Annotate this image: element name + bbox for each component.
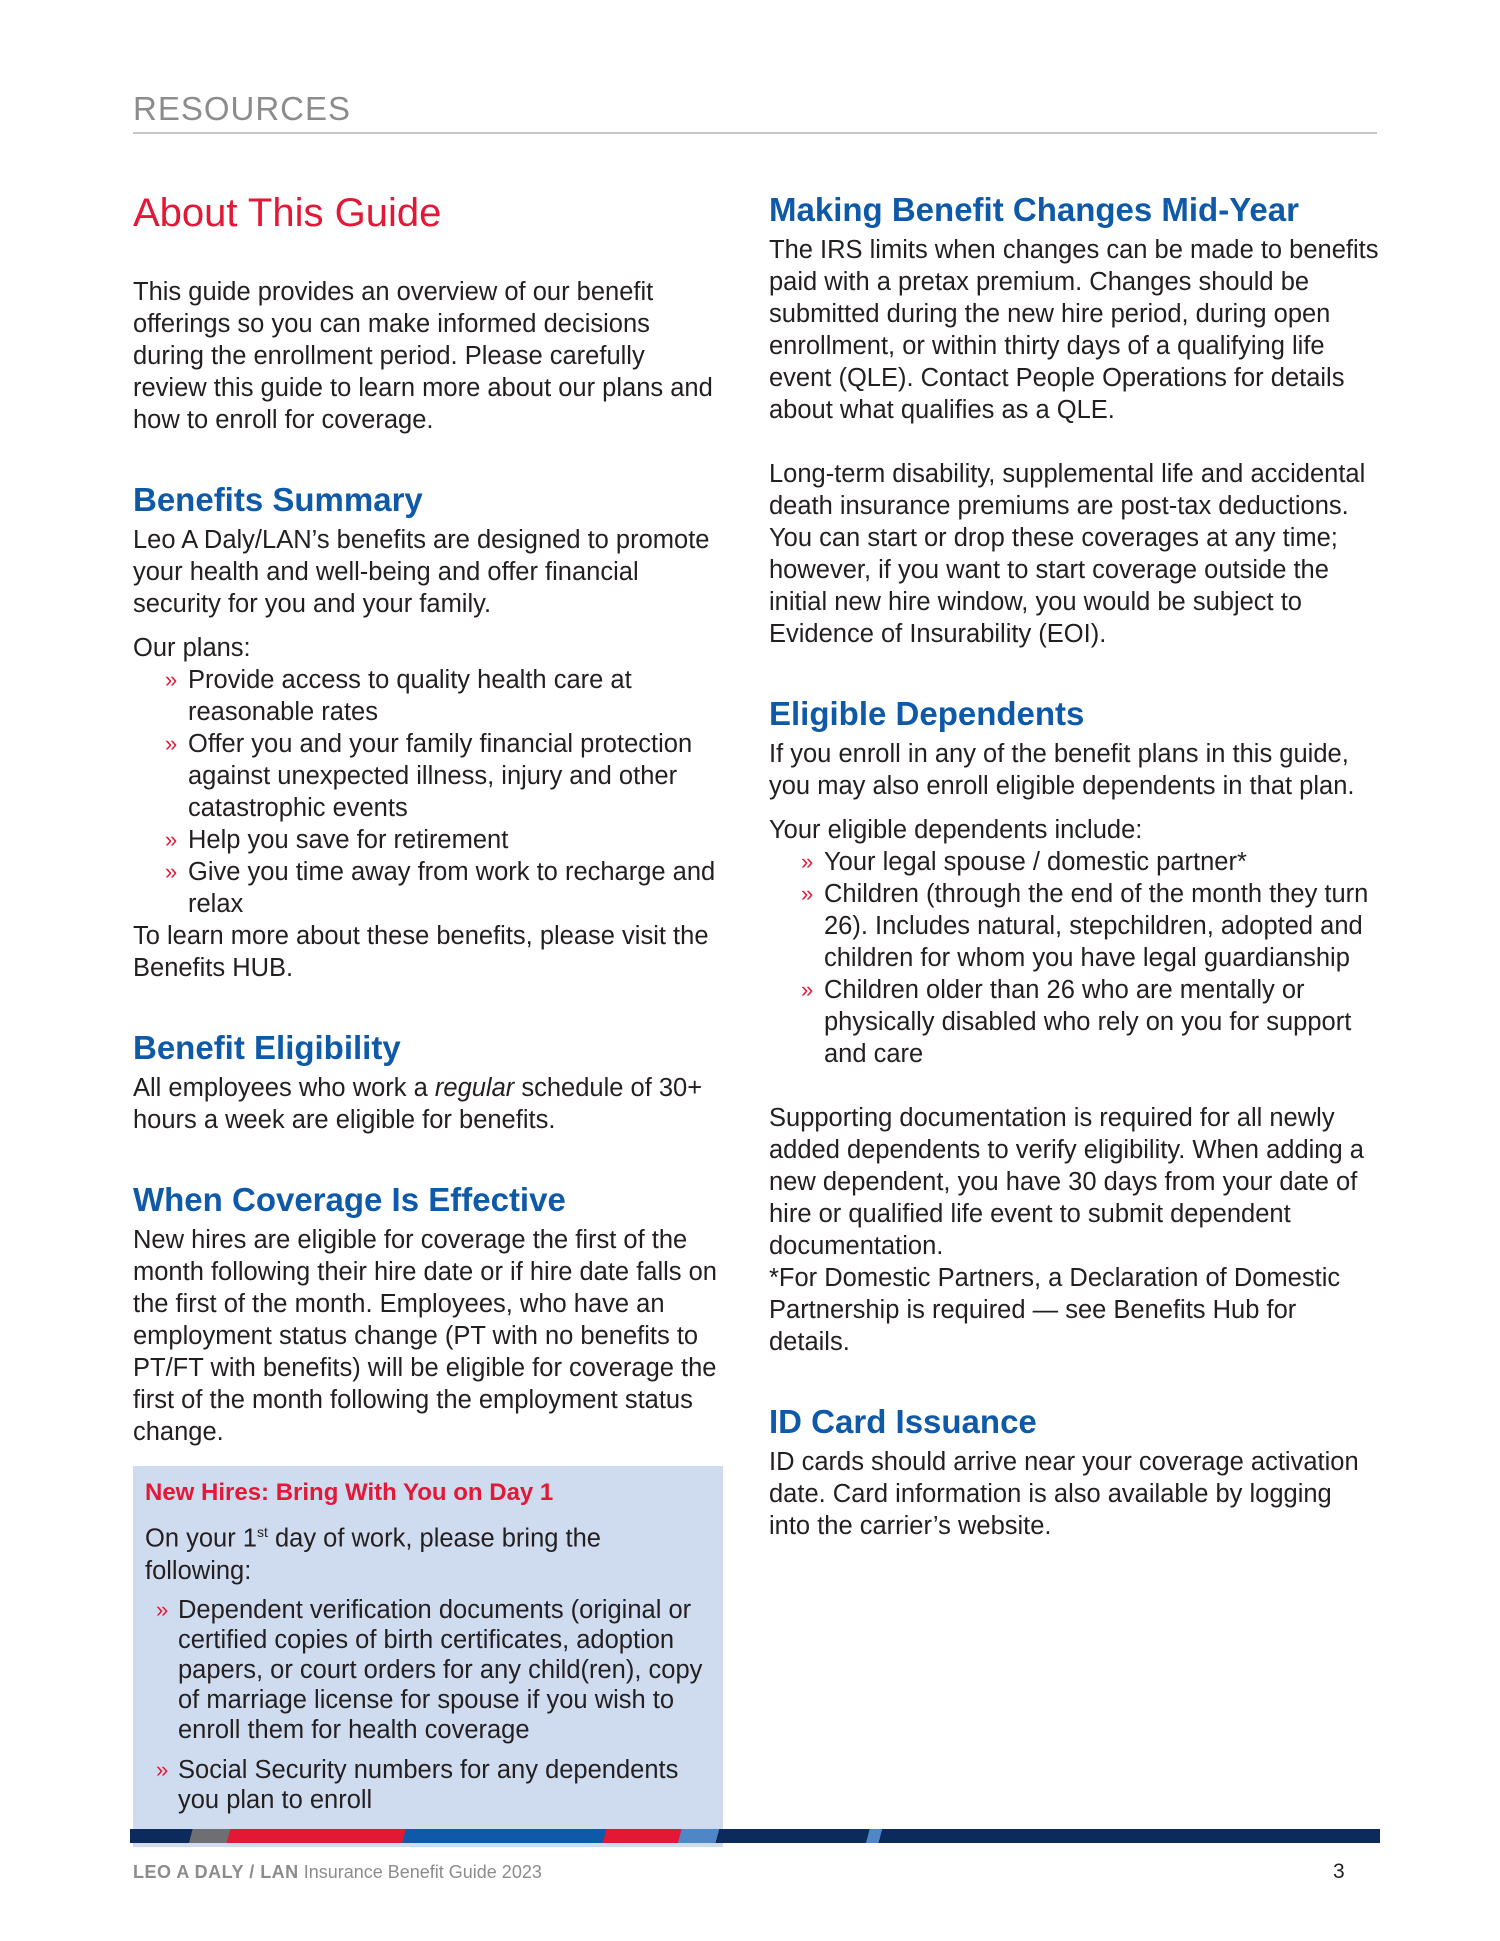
footer-stripe — [130, 1829, 1380, 1843]
plans-list — [133, 664, 723, 920]
list-item: » Offer you and your family financial protection against unexpected illness, injury and other catastrophic events — [165, 730, 693, 822]
dependents-docs: Supporting documentation is required for all newly added dependents to verify eligibility. When adding a new dependent, you have 30 days from your date of hire or qualified life event to submit dependent documentation. — [769, 1104, 1364, 1260]
chevron-right-icon: » — [801, 849, 814, 874]
list-item: » Dependent verification documents (original or certified copies of birth certificates, adoption papers, or court orders for any child(ren), copy of marriage license for spouse if you wish to enroll them for health coverage — [156, 1595, 703, 1744]
chevron-right-icon: » — [165, 827, 178, 852]
list-item: » Give you time away from work to recharge and relax — [165, 858, 716, 918]
callout-title: New Hires: Bring With You on Day 1 — [145, 1479, 554, 1506]
footer-brand: LEO A DALY / LAN — [133, 1862, 299, 1882]
list-item: » Your legal spouse / domestic partner* — [801, 848, 1247, 876]
mid-year-heading: Making Benefit Changes Mid-Year — [769, 191, 1299, 228]
chevron-right-icon: » — [801, 881, 814, 906]
right-column — [769, 190, 1379, 1542]
chevron-right-icon: » — [156, 1596, 169, 1622]
chevron-right-icon: » — [165, 667, 178, 692]
about-body: This guide provides an overview of our benefit offerings so you can make informed decisions during the enrollment period. Please carefully review this guide to learn more about our plans and how to enroll for coverage. — [133, 278, 713, 434]
chevron-right-icon: » — [801, 977, 814, 1002]
mid-year-para-1: The IRS limits when changes can be made to benefits paid with a pretax premium. Changes should be submitted during the new hire period, during open enrollment, or within thirty days of a qualifying life event (QLE). Contact People Operations for details about what qualifies as a QLE. — [769, 236, 1379, 424]
callout-intro: On your 1st day of work, please bring the following: — [145, 1524, 601, 1585]
benefits-summary-intro: Leo A Daly/LAN’s benefits are designed to promote your health and well-being and offer financial security for you and your family. — [133, 526, 710, 618]
chevron-right-icon: » — [156, 1756, 169, 1782]
id-card-body: ID cards should arrive near your coverage activation date. Card information is also available by logging into the carrier’s website. — [769, 1448, 1359, 1540]
coverage-effective-heading: When Coverage Is Effective — [133, 1181, 566, 1218]
footer-doc-title: Insurance Benefit Guide 2023 — [298, 1862, 542, 1882]
list-item: » Social Security numbers for any dependents you plan to enroll — [156, 1755, 679, 1814]
benefits-summary-outro: To learn more about these benefits, please visit the Benefits HUB. — [133, 922, 709, 982]
new-hires-callout — [133, 1466, 723, 1847]
left-column — [133, 190, 723, 1847]
domestic-partner-note: *For Domestic Partners, a Declaration of Domestic Partnership is required — see Benefits Hub for details. — [769, 1264, 1341, 1356]
section-divider — [133, 132, 1377, 134]
plans-label: Our plans: — [133, 634, 251, 662]
page-number: 3 — [1333, 1860, 1345, 1883]
list-item: » Help you save for retirement — [165, 826, 509, 854]
benefit-eligibility-heading: Benefit Eligibility — [133, 1029, 401, 1066]
callout-list — [145, 1595, 711, 1815]
coverage-effective-body: New hires are eligible for coverage the first of the month following their hire date or if hire date falls on the first of the month. Employees, who have an employment status change (PT with no benefits to PT/FT with benefits) will be eligible for coverage the first of the month following the employment status change. — [133, 1226, 717, 1446]
eligible-dependents-heading: Eligible Dependents — [769, 695, 1085, 732]
id-card-heading: ID Card Issuance — [769, 1403, 1037, 1440]
page-title: About This Guide — [133, 191, 442, 235]
dependents-intro: If you enroll in any of the benefit plans in this guide, you may also enroll eligible dependents in that plan. — [769, 740, 1355, 800]
list-item: » Provide access to quality health care at reasonable rates — [165, 666, 632, 726]
dependents-list-label: Your eligible dependents include: — [769, 816, 1143, 844]
chevron-right-icon: » — [165, 731, 178, 756]
dependents-list — [769, 846, 1379, 1070]
benefits-summary-heading: Benefits Summary — [133, 481, 423, 518]
list-item: » Children (through the end of the month they turn 26). Includes natural, stepchildren, adopted and children for whom you have legal guardianship — [801, 880, 1369, 972]
mid-year-para-2: Long-term disability, supplemental life and accidental death insurance premiums are post-tax deductions. You can start or drop these coverages at any time; however, if you want to start coverage outside the initial new hire window, you would be subject to Evidence of Insurability (EOI). — [769, 460, 1366, 648]
footer-title — [133, 1862, 542, 1883]
benefit-eligibility-body: All employees who work a regular schedule of 30+ hours a week are eligible for benefits. — [133, 1074, 703, 1134]
list-item: » Children older than 26 who are mentally or physically disabled who rely on you for support and care — [801, 976, 1352, 1068]
chevron-right-icon: » — [165, 859, 178, 884]
section-label: RESOURCES — [133, 90, 352, 127]
